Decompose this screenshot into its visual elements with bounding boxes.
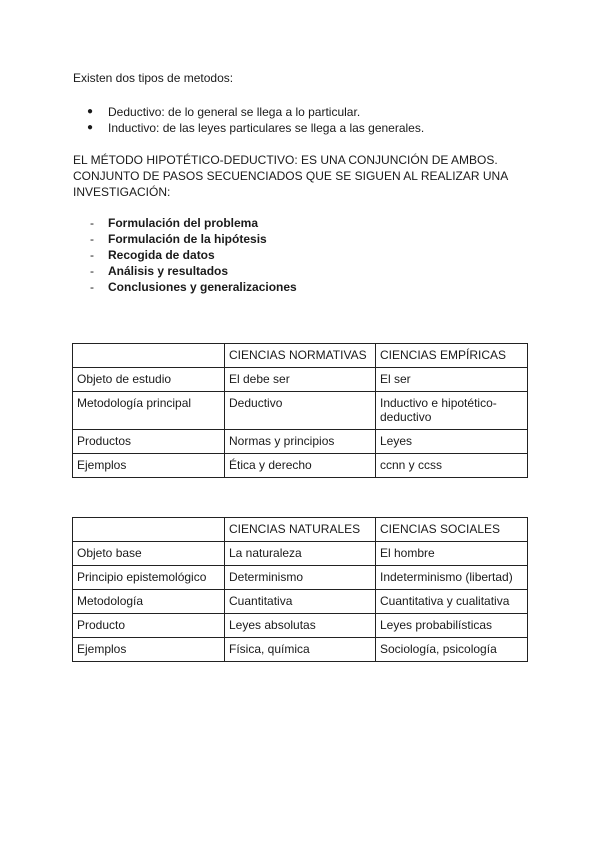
- table-cell: El ser: [376, 368, 528, 392]
- step-item: - Análisis y resultados: [73, 263, 297, 279]
- table-row: [73, 566, 528, 590]
- table-header-cell: CIENCIAS EMPÍRICAS: [376, 344, 528, 368]
- table-row: [73, 542, 528, 566]
- normative-empirical-table: [72, 343, 528, 478]
- table-cell: Leyes absolutas: [225, 614, 376, 638]
- table-cell: Cuantitativa: [225, 590, 376, 614]
- step-item: - Formulación del problema: [73, 215, 297, 231]
- table-cell: Ejemplos: [73, 454, 225, 478]
- table-cell: Leyes: [376, 430, 528, 454]
- table-row: [73, 368, 528, 392]
- method-types-list: [73, 104, 424, 136]
- table-row: [73, 392, 528, 430]
- table-cell: Ética y derecho: [225, 454, 376, 478]
- table-row: [73, 454, 528, 478]
- table-header-cell: CIENCIAS NATURALES: [225, 518, 376, 542]
- table-cell: Producto: [73, 614, 225, 638]
- table-header-cell: [73, 344, 225, 368]
- table-cell: Productos: [73, 430, 225, 454]
- table-cell: Principio epistemológico: [73, 566, 225, 590]
- table-cell: Objeto base: [73, 542, 225, 566]
- list-item-inductive: ● Inductivo: de las leyes particulares se llega a las generales.: [73, 120, 424, 136]
- table-header-row: [73, 344, 528, 368]
- table-cell: Física, química: [225, 638, 376, 662]
- natural-social-table: [72, 517, 528, 662]
- table-header-row: [73, 518, 528, 542]
- hypothetico-deductive-paragraph: EL MÉTODO HIPOTÉTICO-DEDUCTIVO: ES UNA CONJUNCIÓN DE AMBOS. CONJUNTO DE PASOS SECUENCIADOS QUE SE SIGUEN AL REALIZAR UNA INVESTIGACIÓN:: [73, 153, 508, 199]
- table-cell: Cuantitativa y cualitativa: [376, 590, 528, 614]
- table-row: [73, 590, 528, 614]
- table-cell: ccnn y ccss: [376, 454, 528, 478]
- table-cell: Sociología, psicología: [376, 638, 528, 662]
- table-cell: La naturaleza: [225, 542, 376, 566]
- table-cell: Indeterminismo (libertad): [376, 566, 528, 590]
- table-cell: Determinismo: [225, 566, 376, 590]
- table-row: [73, 638, 528, 662]
- step-item: - Conclusiones y generalizaciones: [73, 279, 297, 295]
- table-cell: Inductivo e hipotético-deductivo: [376, 392, 528, 430]
- steps-list: [73, 215, 297, 295]
- table-cell: El debe ser: [225, 368, 376, 392]
- table-header-cell: CIENCIAS SOCIALES: [376, 518, 528, 542]
- list-item-deductive: ● Deductivo: de lo general se llega a lo particular.: [73, 104, 424, 120]
- table-cell: Leyes probabilísticas: [376, 614, 528, 638]
- step-item: - Formulación de la hipótesis: [73, 231, 297, 247]
- table-row: [73, 614, 528, 638]
- table-cell: El hombre: [376, 542, 528, 566]
- table-cell: Objeto de estudio: [73, 368, 225, 392]
- table-cell: Ejemplos: [73, 638, 225, 662]
- table-cell: Normas y principios: [225, 430, 376, 454]
- table-cell: Metodología principal: [73, 392, 225, 430]
- step-item: - Recogida de datos: [73, 247, 297, 263]
- intro-text: Existen dos tipos de metodos:: [73, 71, 234, 85]
- table-header-cell: CIENCIAS NORMATIVAS: [225, 344, 376, 368]
- table-cell: Deductivo: [225, 392, 376, 430]
- table-row: [73, 430, 528, 454]
- table-cell: Metodología: [73, 590, 225, 614]
- table-header-cell: [73, 518, 225, 542]
